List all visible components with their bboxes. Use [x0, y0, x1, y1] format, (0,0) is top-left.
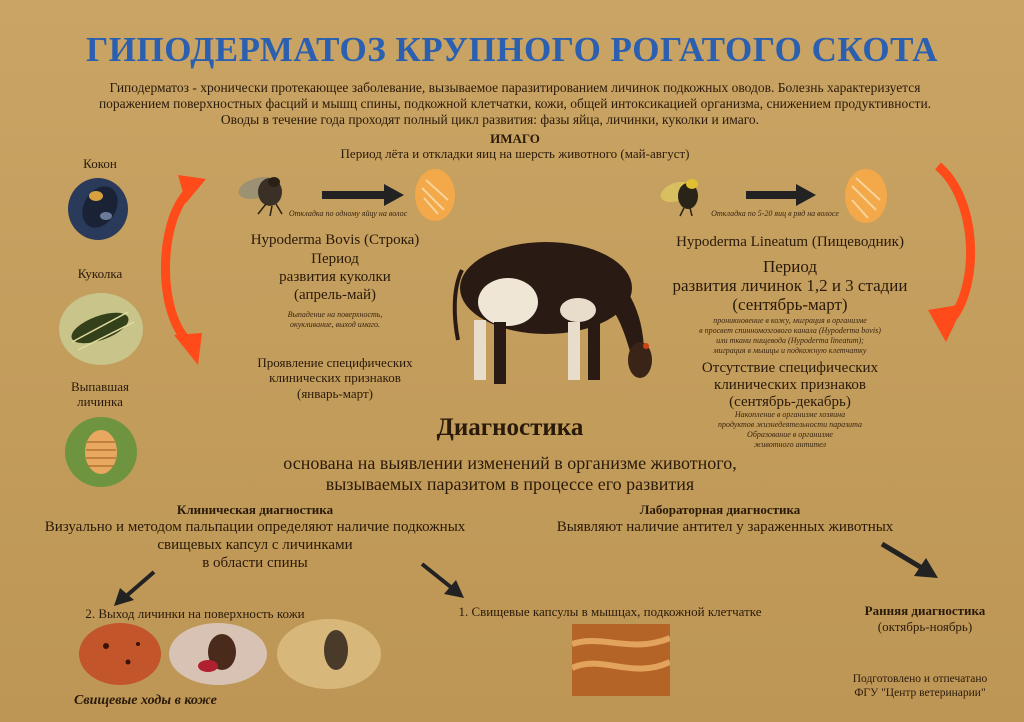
early-diagnostics-heading: Ранняя диагностика: [864, 603, 986, 618]
diagnostics-basis-1: основана на выявлении изменений в организме животного,: [283, 453, 737, 473]
bovis-clin-1: Проявление специфических: [257, 355, 413, 370]
early-diagnostics-period: (октябрь-ноябрь): [877, 619, 973, 634]
bovis-period-2: развития куколки: [279, 269, 391, 285]
fistula-caption: Свищевые ходы в коже: [74, 693, 217, 708]
pupa-image: [58, 292, 144, 366]
arrow-down-right: [418, 560, 468, 600]
lineatum-arrow-right: [746, 184, 816, 206]
intro-line-2: поражением поверхностных фасций и мышц спины, подкожной клетчатки, кожи, общей интоксикацией организма, снижением продуктивности.: [98, 96, 932, 111]
bovis-fly-image: [236, 164, 294, 216]
lineatum-note-3: или ткани пищевода (Hypoderma lineatum);: [716, 336, 864, 345]
larva-label-2: личинка: [77, 394, 123, 409]
page-title: ГИПОДЕРМАТОЗ КРУПНОГО РОГАТОГО СКОТА: [86, 30, 938, 69]
lineatum-absent-2: клинических признаков: [714, 377, 866, 393]
imago-heading: ИМАГО: [490, 131, 540, 146]
diagnostics-heading: Диагностика: [436, 414, 584, 441]
bovis-period-3: (апрель-май): [293, 287, 377, 303]
diagnostics-basis-2: вызываемых паразитом в процессе его развития: [325, 474, 695, 494]
bovis-egg-note: Откладка по одному яйцу на волос: [288, 209, 408, 218]
clinical-text-1: Визуально и методом пальпации определяют наличие подкожных: [44, 519, 466, 535]
cocoon-label: Кокон: [83, 156, 117, 171]
bovis-clin-2: клинических признаков: [269, 370, 401, 385]
lineatum-egg-image: [844, 168, 888, 224]
cow-image: [448, 210, 668, 392]
lineatum-egg-note: Откладка по 5-20 яиц в ряд на волосе: [711, 209, 839, 218]
bovis-note-2: окукливание, выход имаго.: [289, 320, 381, 329]
lineatum-absent-3: (сентябрь-декабрь): [729, 394, 851, 410]
lineatum-accum-4: животного антител: [753, 440, 827, 449]
exit-label: 2. Выход личинки на поверхность кожи: [85, 606, 305, 621]
lineatum-accum-2: продуктов жизнедеятельности паразита: [717, 420, 863, 429]
skin-fistula-image-2: [168, 622, 268, 686]
lineatum-period-1: Период: [762, 257, 818, 276]
lineatum-note-2: в просвет спинномозгового канала (Hypoderma bovis): [699, 326, 881, 335]
intro-line-3: Оводы в течение года проходят полный цикл развития: фазы яйца, личинки, куколки и имаго.: [220, 112, 760, 127]
bovis-name: Hypoderma Bovis (Строка): [250, 232, 420, 248]
footer-line-2: ФГУ "Центр ветеринарии": [854, 687, 986, 699]
lineatum-accum-3: Образование в организме: [747, 430, 833, 439]
lab-text: Выявляют наличие антител у зараженных животных: [556, 519, 894, 535]
cycle-arrow-left: [150, 165, 210, 375]
clinical-heading: Клиническая диагностика: [176, 502, 334, 517]
pupa-label: Куколка: [77, 266, 123, 281]
skin-fistula-image-3: [276, 618, 382, 690]
larva-image: [64, 416, 138, 488]
lineatum-absent-1: Отсутствие специфических: [701, 360, 879, 376]
intro-line-1: Гиподерматоз - хронически протекающее заболевание, вызываемое паразитированием личинок подкожных оводов. Болезнь характеризуется: [109, 80, 921, 95]
lineatum-note-1: проникновение в кожу, миграция в организме: [713, 316, 867, 325]
skin-fistula-image-1: [78, 622, 162, 686]
arrow-lab-down: [878, 540, 940, 580]
lineatum-period-2: развития личинок 1,2 и 3 стадии: [672, 276, 908, 295]
lineatum-period-3: (сентябрь-март): [732, 295, 848, 314]
capsule-label: 1. Свищевые капсулы в мышцах, подкожной клетчатке: [458, 604, 762, 619]
imago-period: Период лёта и откладки яиц на шерсть животного (май-август): [340, 146, 690, 161]
clinical-text-3: в области спины: [202, 555, 308, 571]
lineatum-note-4: миграция в мышцы и подкожную клетчатку: [713, 346, 867, 355]
bovis-clin-3: (январь-март): [296, 386, 373, 401]
lineatum-name: Hypoderma Lineatum (Пищеводник): [676, 234, 904, 250]
bovis-note-1: Выпадение на поверхность,: [287, 310, 383, 319]
cocoon-image: [66, 176, 130, 242]
muscle-capsule-image: [572, 624, 670, 696]
bovis-period-1: Период: [311, 251, 359, 267]
arrow-down-left: [110, 568, 160, 608]
footer-line-1: Подготовлено и отпечатано: [852, 673, 988, 685]
lineatum-accum-1: Накопление в организме хозяина: [734, 410, 846, 419]
clinical-text-2: свищевых капсул с личинками: [157, 537, 353, 553]
lab-heading: Лабораторная диагностика: [639, 502, 801, 517]
bovis-arrow-right: [322, 184, 404, 206]
larva-label-1: Выпавшая: [70, 379, 130, 394]
